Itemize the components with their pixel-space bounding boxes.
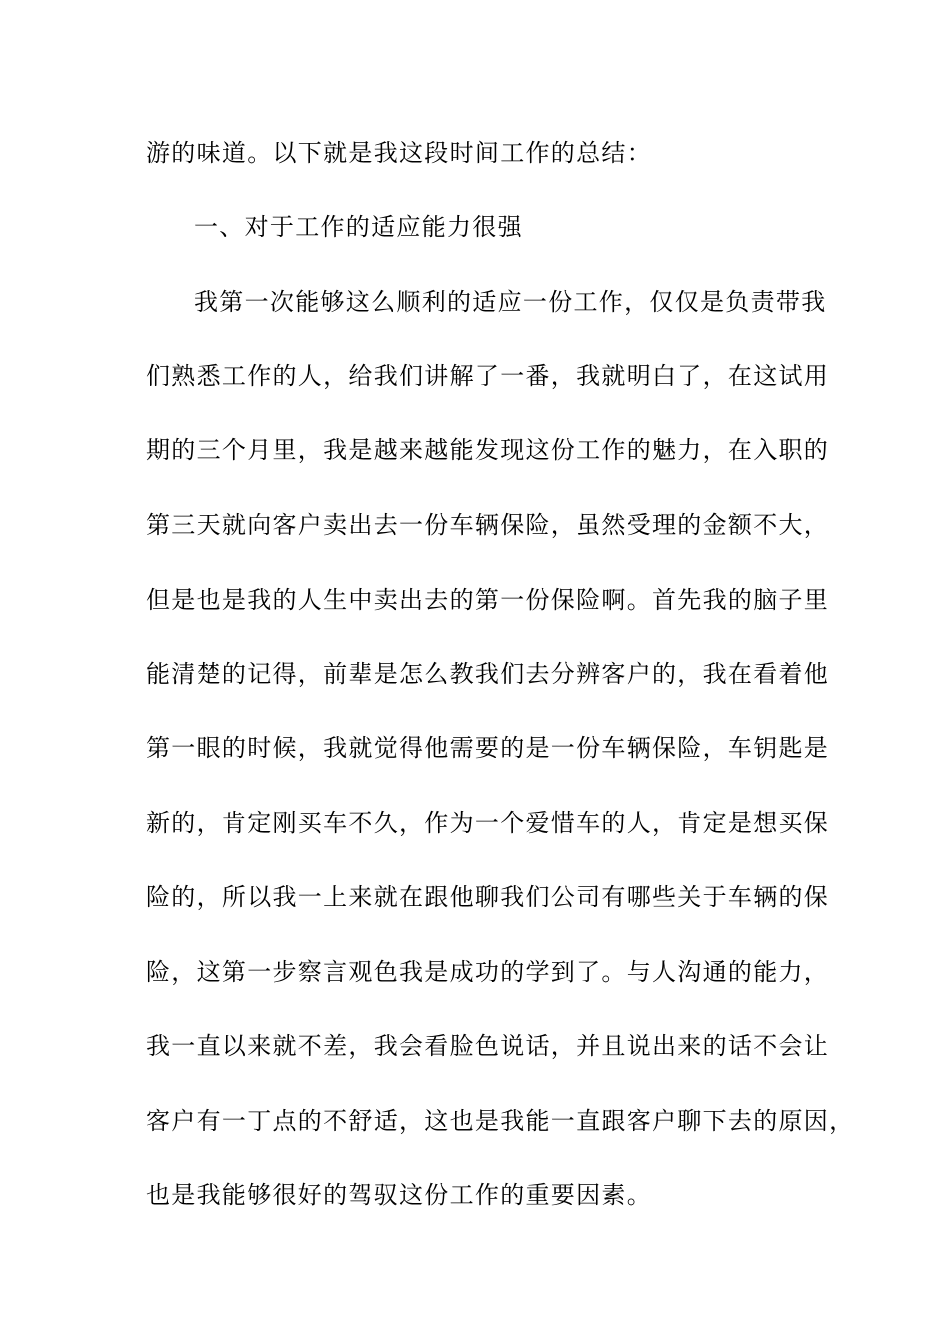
text-line: 游的味道。以下就是我这段时间工作的总结：	[146, 139, 652, 167]
paragraph-first-line: 我第一次能够这么顺利的适应一份工作，仅仅是负责带我	[194, 288, 827, 316]
text-line: 但是也是我的人生中卖出去的第一份保险啊。首先我的脑子里	[146, 586, 830, 614]
text-line: 险，这第一步察言观色我是成功的学到了。与人沟通的能力，	[146, 958, 830, 986]
section-heading: 一、对于工作的适应能力很强	[194, 213, 523, 241]
text-line: 新的，肯定刚买车不久，作为一个爱惜车的人，肯定是想买保	[146, 809, 830, 837]
text-line: 期的三个月里，我是越来越能发现这份工作的魅力，在入职的	[146, 436, 830, 464]
text-line: 们熟悉工作的人，给我们讲解了一番，我就明白了，在这试用	[146, 362, 830, 390]
text-line: 我一直以来就不差，我会看脸色说话，并且说出来的话不会让	[146, 1032, 830, 1060]
text-line: 也是我能够很好的驾驭这份工作的重要因素。	[146, 1181, 652, 1209]
text-line: 第三天就向客户卖出去一份车辆保险，虽然受理的金额不大，	[146, 511, 830, 539]
text-line: 客户有一丁点的不舒适，这也是我能一直跟客户聊下去的原因，	[146, 1107, 855, 1135]
text-line: 第一眼的时候，我就觉得他需要的是一份车辆保险，车钥匙是	[146, 734, 830, 762]
text-line: 险的，所以我一上来就在跟他聊我们公司有哪些关于车辆的保	[146, 883, 830, 911]
text-line: 能清楚的记得，前辈是怎么教我们去分辨客户的，我在看着他	[146, 660, 830, 688]
